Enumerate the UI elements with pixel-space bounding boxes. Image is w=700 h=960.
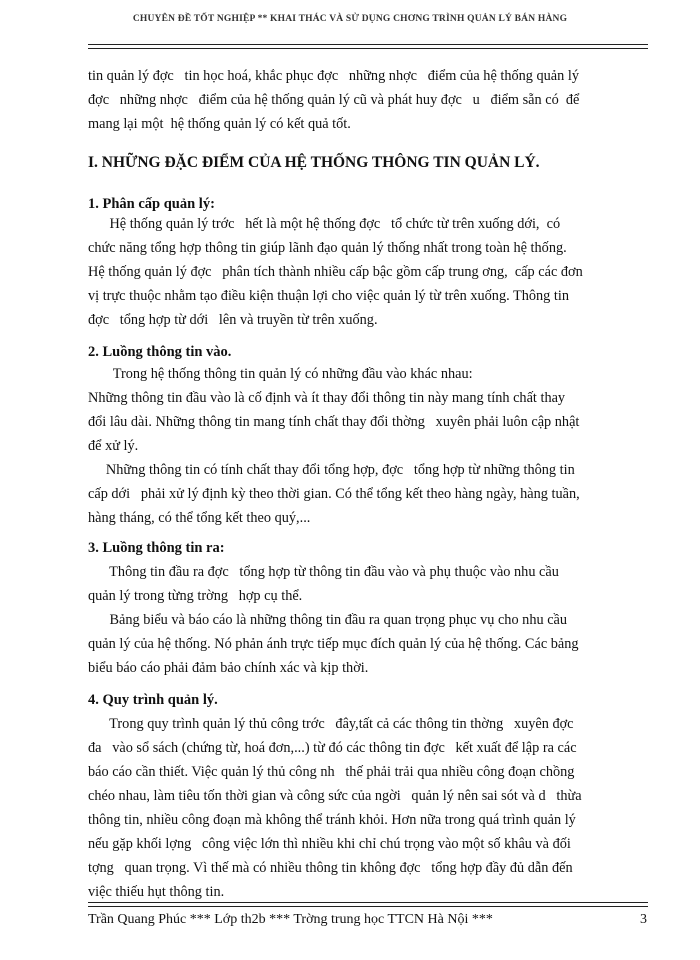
paragraph-s4 [88, 712, 648, 904]
text-line: Hệ thống quản lý đợc phân tích thành nhiều cấp bậc gồm cấp trung ơng, cấp các đơn [88, 264, 583, 280]
text-line: tợng quan trọng. Vì thế mà có nhiều thông tin không đợc tổng hợp đầy đủ dẫn đến [88, 860, 573, 876]
subheading-4: 4. Quy trình quản lý. [88, 692, 218, 708]
text-line: báo cáo cần thiết. Việc quản lý thủ công nh thế phải trải qua nhiều công đoạn chồng [88, 764, 575, 780]
text-line: đợc tổng hợp từ dới lên và truyền từ trên xuống. [88, 312, 378, 328]
text-line: tin quản lý đợc tin học hoá, khắc phục đợc những nhợc điểm của hệ thống quản lý [88, 68, 579, 84]
text-line: đa vào sổ sách (chứng từ, hoá đơn,...) từ đó các thông tin đợc kết xuất để lập ra các [88, 740, 577, 756]
text-line: Những thông tin có tính chất thay đổi tổng hợp, đợc tổng hợp từ những thông tin [88, 462, 575, 478]
text-line: chức năng tổng hợp thông tin giúp lãnh đạo quản lý thống nhất trong toàn hệ thống. [88, 240, 567, 256]
subheading-1: 1. Phân cấp quản lý: [88, 196, 215, 212]
footer-rule-double [88, 906, 648, 907]
text-line: quản lý của hệ thống. Nó phản ánh trực tiếp mục đích quản lý của hệ thống. Các bảng [88, 636, 579, 652]
running-header: CHUYÊN ĐỀ TỐT NGHIỆP ** KHAI THÁC VÀ SỬ DỤNG CHƠNG TRÌNH QUẢN LÝ BÁN HÀNG [132, 14, 568, 24]
section-title: I. NHỮNG ĐẶC ĐIỂM CỦA HỆ THỐNG THÔNG TIN QUẢN LÝ. [88, 154, 540, 171]
header-rule [88, 44, 648, 45]
paragraph-s2 [88, 362, 648, 530]
text-line: đổi lâu dài. Những thông tin mang tính chất thay đổi thờng xuyên phải luôn cập nhật [88, 414, 580, 430]
subheading-2: 2. Luồng thông tin vào. [88, 344, 232, 360]
intro-paragraph [88, 64, 648, 136]
text-line: Hệ thống quản lý trớc hết là một hệ thống đợc tổ chức từ trên xuống dới, có [88, 216, 561, 232]
text-line: mang lại một hệ thống quản lý có kết quả tốt. [88, 116, 351, 132]
running-footer: Trần Quang Phúc *** Lớp th2b *** Trờng trung học TTCN Hà Nội *** [88, 912, 493, 927]
text-line: để xử lý. [88, 438, 139, 454]
paragraph-s3 [88, 560, 648, 680]
text-line: quản lý trong từng trờng hợp cụ thể. [88, 588, 303, 604]
paragraph-s1 [88, 212, 648, 332]
text-line: Bảng biểu và báo cáo là những thông tin đầu ra quan trọng phục vụ cho nhu cầu [88, 612, 568, 628]
header-rule-double [88, 48, 648, 49]
subheading-3: 3. Luồng thông tin ra: [88, 540, 225, 556]
text-line: thông tin, nhiều công đoạn mà không thể tránh khỏi. Hơn nữa trong quá trình quản lý [88, 812, 576, 828]
text-line: Trong quy trình quản lý thủ công trớc đây,tất cả các thông tin thờng xuyên đợc [88, 716, 574, 732]
footer-rule [88, 902, 648, 903]
text-line: hàng tháng, có thể tổng kết theo quý,... [88, 510, 311, 526]
text-line: Trong hệ thống thông tin quản lý có những đầu vào khác nhau: [88, 366, 473, 382]
text-line: nếu gặp khối lợng công việc lớn thì nhiều khi chỉ chú trọng vào một số khâu và đối [88, 836, 571, 852]
text-line: Những thông tin đầu vào là cố định và ít thay đổi thông tin này mang tính chất thay [88, 390, 566, 406]
page-number: 3 [640, 912, 647, 927]
text-line: biểu báo cáo phải đảm bảo chính xác và kịp thời. [88, 660, 369, 676]
text-line: đợc những nhợc điểm của hệ thống quản lý cũ và phát huy đợc u điểm sẵn có để [88, 92, 580, 108]
text-line: việc thiếu hụt thông tin. [88, 884, 225, 900]
text-line: cấp dới phải xử lý định kỳ theo thời gian. Có thể tổng kết theo hàng ngày, hàng tuần, [88, 486, 580, 502]
text-line: Thông tin đầu ra đợc tổng hợp từ thông tin đầu vào và phụ thuộc vào nhu cầu [88, 564, 559, 580]
text-line: vị trực thuộc nhằm tạo điều kiện thuận lợi cho việc quản lý từ trên xuống. Thông tin [88, 288, 569, 304]
text-line: chéo nhau, làm tiêu tốn thời gian và công sức của ngời quản lý nên sai sót và d thừa [88, 788, 582, 804]
